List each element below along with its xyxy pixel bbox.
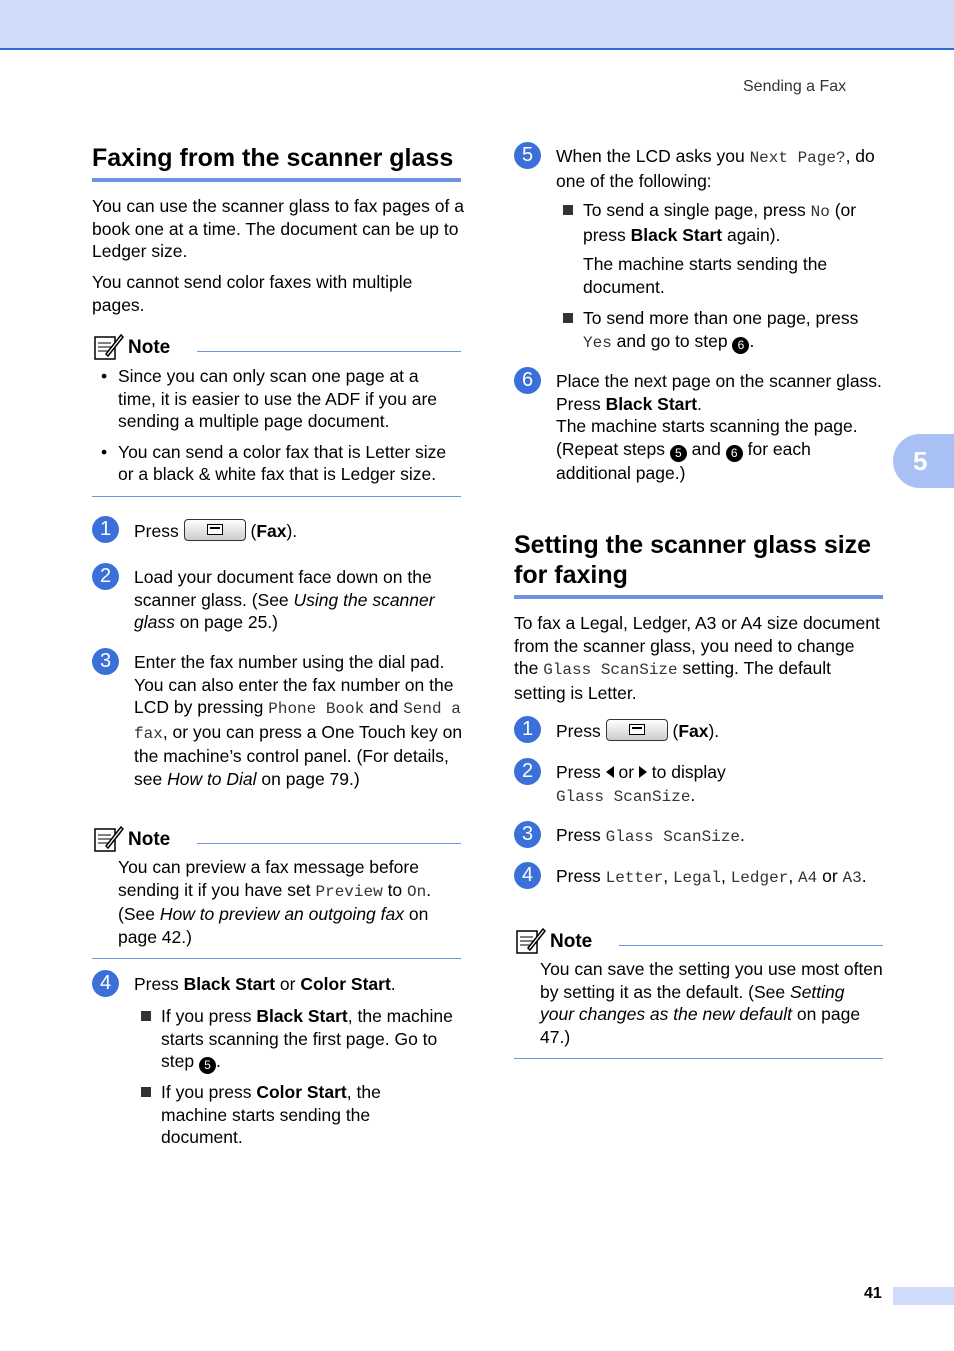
square-bullet-icon bbox=[141, 1087, 151, 1097]
step-number: 2 bbox=[92, 563, 119, 590]
note-header bbox=[92, 332, 461, 362]
fax-icon bbox=[629, 724, 645, 735]
note-title: Note bbox=[128, 337, 171, 358]
note-text: You can preview a fax message before sending it if you have set Preview to On. (See How to preview an outgoing fax on page 42.) bbox=[118, 857, 432, 947]
size-intro-paragraph: To fax a Legal, Ledger, A3 or A4 size document from the scanner glass, you need to change the Glass ScanSize setting. The default setting is Letter. bbox=[514, 613, 880, 703]
fax-button[interactable] bbox=[184, 519, 246, 541]
note-end-rule bbox=[514, 1058, 883, 1059]
right-section-header bbox=[514, 530, 883, 599]
section-title: Setting the scanner glass size for faxing bbox=[514, 531, 872, 589]
step-number: 2 bbox=[514, 758, 541, 785]
step-5-next-page: 5 When the LCD asks you Next Page?, do one of the following: bbox=[514, 142, 883, 202]
fax-button[interactable] bbox=[606, 719, 668, 741]
note-title: Note bbox=[550, 931, 593, 952]
note-box bbox=[92, 332, 461, 497]
note-box bbox=[92, 824, 461, 959]
section-title: Faxing from the scanner glass bbox=[92, 144, 454, 172]
note-list bbox=[92, 365, 461, 486]
step-number: 4 bbox=[514, 862, 541, 889]
step-1-fax: 1 Press (Fax). bbox=[92, 516, 461, 546]
page-number-tab bbox=[893, 1287, 954, 1305]
chapter-tab[interactable]: 5 bbox=[893, 434, 954, 488]
left-section-header bbox=[92, 143, 461, 182]
step-number: 1 bbox=[92, 516, 119, 543]
top-banner bbox=[0, 0, 954, 50]
square-bullet-icon bbox=[563, 205, 573, 215]
step-ref: 6 bbox=[732, 337, 749, 354]
step-ref: 6 bbox=[726, 445, 743, 462]
size-step-2-navigate: 2 Press or to display Glass ScanSize. bbox=[514, 758, 883, 808]
intro-paragraph-2: You cannot send color faxes with multiple pages. bbox=[92, 272, 413, 315]
fax-icon bbox=[207, 524, 223, 535]
step-3-dial: 3 Enter the fax number using the dial pad. You can also enter the fax number on the LCD by pressing Phone Book and Send a fax, or you can press a One Touch key on the machine’s control panel. (For details, see How to Dial on page 79.) bbox=[92, 648, 461, 808]
note-pencil-icon bbox=[94, 824, 124, 852]
size-step-1-fax: 1 Press (Fax). bbox=[514, 716, 883, 746]
note-box bbox=[514, 926, 883, 1059]
step-number: 4 bbox=[92, 970, 119, 997]
note-rule bbox=[619, 945, 883, 946]
step-number: 1 bbox=[514, 716, 541, 743]
square-bullet-icon bbox=[563, 313, 573, 323]
page-number: 41 bbox=[864, 1285, 882, 1302]
note-pencil-icon bbox=[94, 332, 124, 360]
note-item: • Since you can only scan one page at a time, it is easier to use the ADF if you are sending a multiple page document. bbox=[101, 366, 438, 431]
step-4-start: 4 Press Black Start or Color Start. bbox=[92, 970, 461, 1000]
title-rule bbox=[514, 595, 883, 599]
square-bullet-icon bbox=[141, 1011, 151, 1021]
step-ref: 5 bbox=[199, 1057, 216, 1074]
note-rule bbox=[197, 351, 461, 352]
intro-paragraph: You can use the scanner glass to fax pages of a book one at a time. The document can be up to Ledger size. bbox=[92, 196, 464, 261]
note-rule bbox=[197, 843, 461, 844]
step-number: 3 bbox=[514, 821, 541, 848]
step-number: 3 bbox=[92, 648, 119, 675]
step-5-followup: The machine starts sending the document. bbox=[583, 254, 828, 297]
note-pencil-icon bbox=[516, 926, 546, 954]
note-header bbox=[92, 824, 461, 854]
note-end-rule bbox=[92, 496, 461, 497]
left-arrow-icon[interactable] bbox=[606, 766, 614, 778]
title-rule bbox=[92, 178, 461, 182]
step-2-load: 2 Load your document face down on the scanner glass. (See Using the scanner glass on page 25.) bbox=[92, 563, 461, 633]
step-ref: 5 bbox=[670, 445, 687, 462]
note-header bbox=[514, 926, 883, 956]
note-text: You can save the setting you use most often by setting it as the default. (See Setting your changes as the new default on page 47.) bbox=[540, 959, 883, 1047]
size-step-4-choose: 4 Press Letter, Legal, Ledger, A4 or A3. bbox=[514, 862, 883, 912]
step-6-place-page: 6 Place the next page on the scanner glass. Press Black Start. The machine starts scanning the page. (Repeat steps 5 and 6 for each additional page.) bbox=[514, 367, 883, 507]
running-header: Sending a Fax bbox=[743, 78, 847, 95]
note-end-rule bbox=[92, 958, 461, 959]
note-item: • You can send a color fax that is Letter size or a black & white fax that is Ledger size. bbox=[101, 441, 447, 484]
right-arrow-icon[interactable] bbox=[639, 766, 647, 778]
step-number: 6 bbox=[514, 367, 541, 394]
step-number: 5 bbox=[514, 142, 541, 169]
note-title: Note bbox=[128, 829, 171, 850]
size-step-3-select: 3 Press Glass ScanSize. bbox=[514, 821, 883, 851]
